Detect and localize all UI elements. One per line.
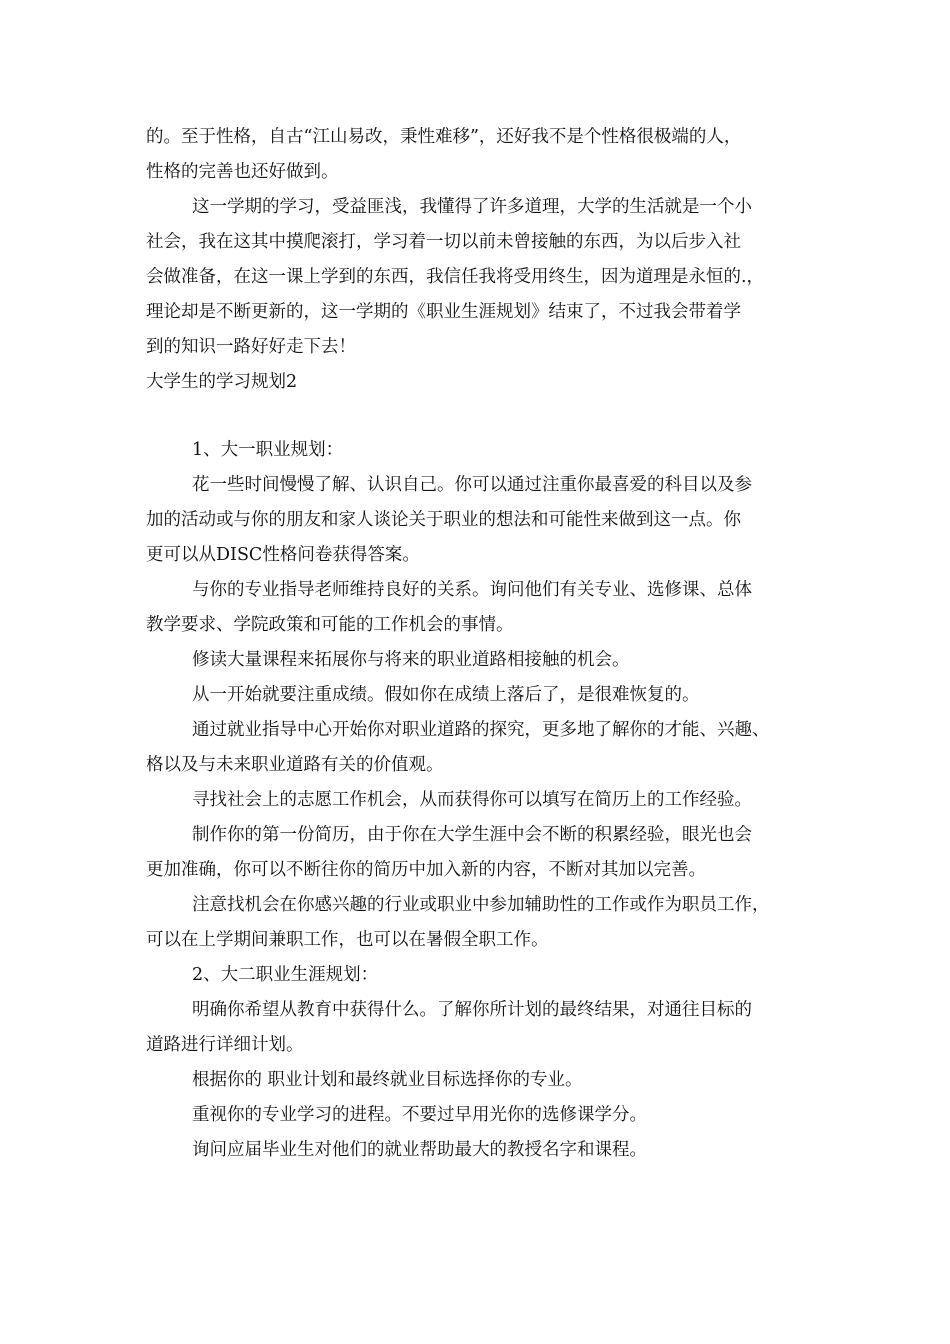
text-line: 格以及与未来职业道路有关的价值观。 [146, 755, 444, 775]
section-title: 大学生的学习规划2 [146, 372, 298, 392]
text-line: 花一些时间慢慢了解、认识自己。你可以通过注重你最喜爱的科目以及参 [192, 475, 752, 495]
paragraph-summary [146, 190, 816, 365]
text-line: 会做准备，在这一课上学到的东西，我信任我将受用终生，因为道理是永恒的.， [146, 267, 765, 287]
text-line: 教学要求、学院政策和可能的工作机会的事情。 [146, 615, 514, 635]
text-line: 通过就业指导中心开始你对职业道路的探究，更多地了解你的才能、兴趣、 [192, 720, 770, 740]
text-line: 这一学期的学习，受益匪浅，我懂得了许多道理，大学的生活就是一个小 [192, 197, 752, 217]
text-line: 的。至于性格，自古“江山易改，秉性难移”，还好我不是个性格很极端的人， [146, 127, 742, 147]
text-line: 道路进行详细计划。 [146, 1035, 304, 1055]
text-line: 修读大量课程来拓展你与将来的职业道路相接触的机会。 [192, 650, 630, 670]
text-line: 可以在上学期间兼职工作，也可以在暑假全职工作。 [146, 930, 549, 950]
document-body [146, 120, 816, 1168]
text-line: 理论却是不断更新的，这一学期的《职业生涯规划》结束了，不过我会带着学 [146, 302, 741, 322]
text-line: 社会，我在这其中摸爬滚打，学习着一切以前未曾接触的东西，为以后步入社 [146, 232, 741, 252]
text-line: 根据你的 职业计划和最终就业目标选择你的专业。 [192, 1070, 583, 1090]
text-line: 重视你的专业学习的进程。不要过早用光你的选修课学分。 [192, 1105, 647, 1125]
blank-gap [146, 400, 816, 433]
text-line: 制作你的第一份简历，由于你在大学生涯中会不断的积累经验，眼光也会 [192, 825, 752, 845]
paragraph-intro [146, 120, 816, 190]
year2-heading: 2、大二职业生涯规划： [192, 965, 379, 985]
text-line: 更加准确，你可以不断往你的简历中加入新的内容，不断对其加以完善。 [146, 860, 706, 880]
section-year2 [146, 958, 816, 1168]
text-line: 寻找社会上的志愿工作机会，从而获得你可以填写在简历上的工作经验。 [192, 790, 752, 810]
text-line: 询问应届毕业生对他们的就业帮助最大的教授名字和课程。 [192, 1140, 647, 1160]
text-line: 加的活动或与你的朋友和家人谈论关于职业的想法和可能性来做到这一点。你 [146, 510, 741, 530]
text-line: 与你的专业指导老师维持良好的关系。询问他们有关专业、选修课、总体 [192, 580, 752, 600]
year1-heading: 1、大一职业规划： [192, 440, 344, 460]
text-line: 注意找机会在你感兴趣的行业或职业中参加辅助性的工作或作为职员工作， [192, 895, 770, 915]
text-line: 性格的完善也还好做到。 [146, 162, 339, 182]
text-line: 更可以从DISC性格问卷获得答案。 [146, 545, 420, 565]
text-line: 明确你希望从教育中获得什么。了解你所计划的最终结果，对通往目标的 [192, 1000, 752, 1020]
section-year1 [146, 433, 816, 958]
text-line: 从一开始就要注重成绩。假如你在成绩上落后了，是很难恢复的。 [192, 685, 700, 705]
text-line: 到的知识一路好好走下去！ [146, 337, 356, 357]
